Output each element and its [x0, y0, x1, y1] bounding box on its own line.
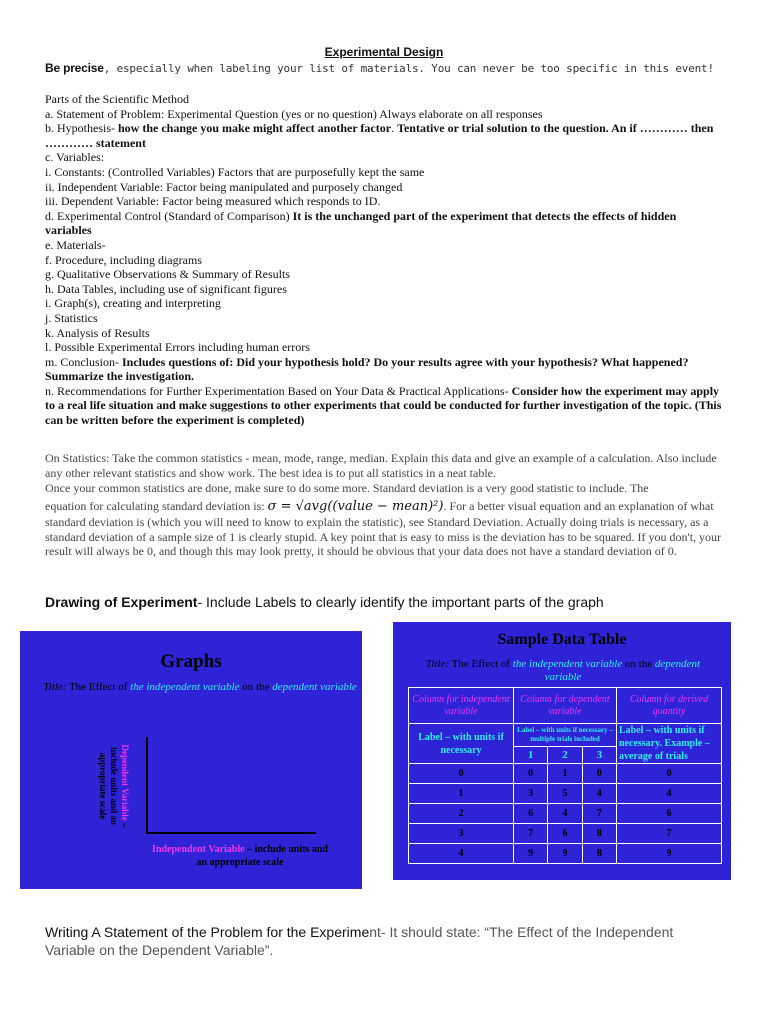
statistics-section [45, 451, 725, 559]
writing-statement [45, 923, 685, 959]
part-d-bold: It is the unchanged part of the experiment that detects the effects of hidden variables [45, 208, 677, 238]
part-d-label: d. Experimental Control (Standard of Comparison) [45, 208, 293, 223]
cell-iv: 2 [409, 804, 514, 824]
stats-p3-pre: equation for calculating standard deviation is: [45, 498, 268, 513]
scientific-method-list [45, 92, 725, 428]
part-c: c. Variables: [45, 150, 105, 165]
header-dv: Column for dependent variable [514, 688, 617, 724]
data-table-subtitle [413, 658, 713, 684]
cell-trial: 3 [514, 784, 548, 804]
table-title-label: Title: [425, 658, 450, 670]
part-b-bold: how the change you make might affect another factor [118, 121, 392, 136]
stats-p1: On Statistics: Take the common statistics - mean, mode, range, median. Explain this data and give an example of a calculation. Also include any other relevant statistics and show work. The best idea is to put all statistics in a neat table. [45, 451, 717, 480]
cell-iv: 4 [409, 844, 514, 864]
drawing-rest: - Include Labels to clearly identify the important parts of the graph [197, 594, 604, 610]
graphs-subtitle [40, 681, 360, 694]
trial-header: 1 [514, 747, 548, 764]
part-b-label: b. Hypothesis- [45, 121, 118, 136]
be-precise-note [45, 61, 714, 75]
graphs-title: Graphs [160, 651, 222, 672]
be-precise-bold: Be precise [45, 61, 104, 75]
cell-derived: 0 [617, 764, 722, 784]
part-m [45, 355, 725, 384]
table-row [409, 764, 722, 784]
table-sub-dv: dependent variable [544, 658, 701, 683]
cell-trial: 6 [548, 824, 582, 844]
cell-trial: 4 [582, 784, 616, 804]
graphs-panel [20, 631, 362, 889]
cell-trial: 8 [582, 824, 616, 844]
graphs-sub-mid: on the [239, 681, 273, 693]
part-n [45, 384, 725, 428]
x-axis-rest: – include units and an appropriate scale [196, 844, 328, 868]
part-n-label: n. Recommendations for Further Experimentation Based on Your Data & Practical Applications- [45, 383, 512, 398]
x-axis-label [150, 843, 330, 869]
cell-trial: 7 [514, 824, 548, 844]
y-axis-line [146, 737, 148, 833]
part-h: h. Data Tables, including use of significant figures [45, 281, 287, 296]
cell-trial: 9 [514, 844, 548, 864]
cell-derived: 7 [617, 824, 722, 844]
data-table-panel [393, 622, 731, 880]
part-j: j. Statistics [45, 310, 98, 325]
part-a: a. Statement of Problem: Experimental Question (yes or no question) Always elaborate on all responses [45, 106, 543, 121]
part-c3: iii. Dependent Variable: Factor being measured which responds to ID. [45, 194, 381, 209]
part-d [45, 209, 725, 238]
cell-derived: 6 [617, 804, 722, 824]
std-dev-equation: σ = √avg((value − mean)²) [267, 498, 444, 514]
y-axis-label [75, 741, 130, 831]
part-c1: i. Constants: (Controlled Variables) Factors that are purposefully kept the same [45, 164, 425, 179]
cell-trial: 9 [548, 844, 582, 864]
part-f: f. Procedure, including diagrams [45, 252, 202, 267]
part-b-sep: . [391, 121, 398, 136]
cell-trial: 7 [582, 804, 616, 824]
part-l: l. Possible Experimental Errors including human errors [45, 340, 310, 355]
cell-iv: 1 [409, 784, 514, 804]
data-table-title: Sample Data Table [497, 631, 627, 648]
part-b [45, 121, 725, 150]
header-iv: Column for independent variable [409, 688, 514, 724]
part-n-bold: Consider how the experiment may apply to a real life situation and make suggestions to other experiments that could be conducted for further investigation of the topic. (This can be written before the experiment is completed) [45, 383, 722, 428]
graphs-sub-iv: the independent variable [130, 681, 240, 693]
x-axis-iv: Independent Variable [152, 844, 245, 855]
part-b-bold2: Tentative or trial solution to the question. An if ………… then ………… statement [45, 121, 714, 150]
table-row [409, 784, 722, 804]
part-k: k. Analysis of Results [45, 325, 150, 340]
cell-trial: 4 [548, 804, 582, 824]
x-axis-line [146, 832, 316, 834]
cell-iv: 3 [409, 824, 514, 844]
part-m-label: m. Conclusion- [45, 354, 122, 369]
stats-p2: Once your common statistics are done, make sure to do some more. Standard deviation is a very good statistic to include. The [45, 480, 649, 495]
writing-black: Writing A Statement of the Problem for the Experime [45, 924, 370, 940]
graphs-sub-dv: dependent variable [272, 681, 357, 693]
drawing-bold: Drawing of Experiment [45, 594, 198, 610]
part-e: e. Materials- [45, 237, 106, 252]
stats-p3-post: . For a better visual equation and an explanation of what standard deviation is (which you will need to know to explain the statistic), see Standard Deviation. Actually doing trials is necessary, as a standard deviation of a sample size of 1 is clearly stupid. A key point that is easy to miss is the deviation has to be squared. If you don't, your result will always be 0, and though this may look pretty, it should be obvious that your data does not have a standard deviation of 0. [45, 498, 722, 559]
graphs-sub-pre: The Effect of [66, 681, 131, 693]
cell-derived: 9 [617, 844, 722, 864]
part-g: g. Qualitative Observations & Summary of Results [45, 267, 290, 282]
table-sub-pre: The Effect of [449, 658, 513, 670]
drawing-heading [45, 594, 604, 610]
parts-heading: Parts of the Scientific Method [45, 92, 189, 106]
y-axis-rest: – include units and an appropriate scale [98, 747, 130, 828]
cell-trial: 6 [514, 804, 548, 824]
label-iv: Label – with units if necessary [409, 724, 514, 764]
sample-data-table [408, 687, 722, 864]
table-sub-mid: on the [622, 658, 655, 670]
header-derived: Column for derived quantity [617, 688, 722, 724]
part-i: i. Graph(s), creating and interpreting [45, 296, 221, 311]
table-row [409, 804, 722, 824]
stats-p3 [45, 499, 725, 560]
trial-header: 2 [548, 747, 582, 764]
cell-iv: 0 [409, 764, 514, 784]
table-sub-iv: the independent variable [512, 658, 623, 670]
part-m-bold: Includes questions of: Did your hypothesis hold? Do your results agree with your hypothesis? What happened? Summarize the investigation. [45, 354, 689, 384]
label-dv: Label – with units if necessary – multiple trials included [514, 724, 617, 747]
part-c2: ii. Independent Variable: Factor being manipulated and purposely changed [45, 179, 403, 194]
cell-trial: 0 [582, 764, 616, 784]
cell-derived: 4 [617, 784, 722, 804]
y-axis-dv: Dependent Variable [120, 744, 130, 821]
trial-header: 3 [582, 747, 616, 764]
page-title: Experimental Design [324, 45, 444, 59]
table-row [409, 824, 722, 844]
cell-trial: 0 [514, 764, 548, 784]
label-derived: Label – with units if necessary. Example – average of trials [617, 724, 722, 764]
graphs-title-label: Title: [43, 681, 67, 693]
cell-trial: 5 [548, 784, 582, 804]
writing-grey: nt- It should state: “The Effect of the Independent Variable on the Dependent Variable”. [45, 924, 674, 958]
table-row [409, 844, 722, 864]
be-precise-text: , especially when labeling your list of materials. You can never be too specific in this event! [103, 62, 714, 75]
cell-trial: 8 [582, 844, 616, 864]
cell-trial: 1 [548, 764, 582, 784]
